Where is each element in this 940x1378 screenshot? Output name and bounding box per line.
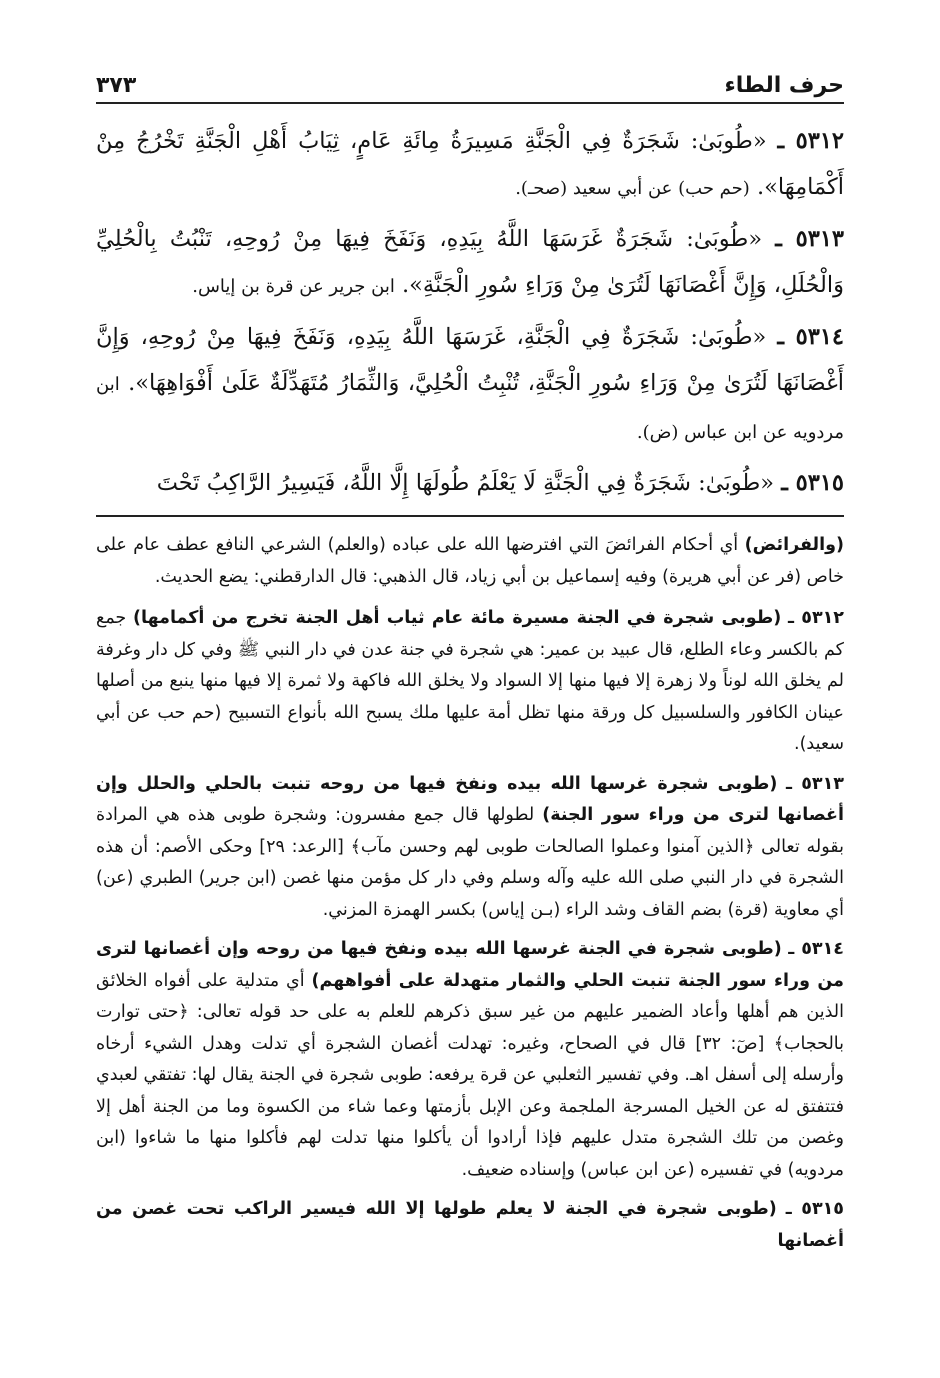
commentary-body: جمع كم بالكسر وعاء الطلع، قال عبيد بن عمير: هي شجرة في جنة عدن في دار النبي ﷺ وفي كل دار وغرفة لم يخلق الله لوناً ولا زهرة إلا فيها منها إلا السواد ولا يخلق الله فاكهة ولا ثمرة إلا فيها منها ينبع من أصلها عينان الكافور والسلسبيل كل ورقة منها تظل أمة عليها ملك يسبح الله بأنواع التسبيح (حم حب عن أبي سعيد). <box>96 608 844 754</box>
commentary <box>96 530 844 1265</box>
commentary-body: أي أحكام الفرائضَ التي افترضها الله على عباده (والعلم) الشرعي النافع عطف عام على خاص (فر عن أبي هريرة) وفيه إسماعيل بن أبي زياد، قال الذهبي: قال الدارقطني: يضع الحديث. <box>96 535 844 587</box>
hadith-number: ٥٣١٥ ـ <box>781 470 844 496</box>
commentary-lead: (طوبى شجرة في الجنة مسيرة مائة عام ثياب أهل الجنة تخرج من أكمامها) <box>133 608 782 628</box>
hadith-body: «طُوبَىٰ: شَجَرَةٌ غَرَسَهَا اللَّهُ بِيَدِهِ، وَنَفَخَ فِيهَا مِنْ رُوحِهِ، تَنْبُتُ بِالْحُلِيِّ وَالْحُلَلِ، وَإِنَّ أَغْصَانَهَا لَتُرَىٰ مِنْ وَرَاءِ سُورِ الْجَنَّةِ». <box>96 226 844 298</box>
commentary-lead: (طوبى شجرة في الجنة لا يعلم طولها إلا الله فيسير الراكب تحت غصن من أغصانها <box>96 1199 844 1251</box>
commentary-number: ٥٣١٤ ـ <box>788 939 844 959</box>
hadith-source: ابن جرير عن قرة بن إياس. <box>192 276 395 297</box>
hadith-5312 <box>96 118 844 212</box>
hadith-number: ٥٣١٢ ـ <box>777 128 844 154</box>
hadith-number: ٥٣١٣ ـ <box>775 226 844 252</box>
page-header <box>96 62 844 104</box>
commentary-number: ٥٣١٣ ـ <box>786 773 844 794</box>
page-number: ٣٧٣ <box>96 73 146 102</box>
hadith-5314 <box>96 314 844 456</box>
commentary-5312 <box>96 603 844 761</box>
footnote-divider <box>96 515 844 517</box>
hadith-source: (حم حب) عن أبي سعيد (صحـ). <box>515 178 750 199</box>
hadith-number: ٥٣١٤ ـ <box>777 324 844 350</box>
commentary-body: لطولها قال جمع مفسرون: وشجرة طوبى هذه هي المرادة بقوله تعالى ﴿الذين آمنوا وعملوا الصالحات طوبى لهم وحسن مآب﴾ [الرعد: ٢٩] وحكى الأصم: أن هذه الشجرة في دار النبي صلى الله عليه وآله وسلم وفي دار كل مؤمن منها غصن (ابن جرير) الطبري (عن) أي معاوية (قرة) بضم القاف وشد الراء (بـن إياس) بكسر الهمزة المزني. <box>96 805 845 920</box>
commentary-lead: (طوبى شجرة في الجنة غرسها الله بيده ونفخ فيها من روحه وإن أغصانها لترى من وراء سور الجنة تنبت الحلي والثمار متهدلة على أفواههم) <box>96 939 844 991</box>
hadith-5315 <box>96 460 844 506</box>
hadith-body: «طُوبَىٰ: شَجَرَةٌ فِي الْجَنَّةِ مَسِيرَةُ مِائَةِ عَامٍ، ثِيَابُ أَهْلِ الْجَنَّةِ تَخْرُجُ مِنْ أَكْمَامِهَا». <box>96 128 844 200</box>
commentary-number: ٥٣١٥ ـ <box>785 1199 844 1219</box>
hadith-body: «طُوبَىٰ: شَجَرَةٌ فِي الْجَنَّةِ لَا يَعْلَمُ طُولَهَا إِلَّا اللَّهُ، فَيَسِيرُ الرَّاكِبُ تَحْتَ <box>156 470 775 496</box>
commentary-5315 <box>96 1194 844 1257</box>
commentary-lead: (طوبى شجرة غرسها الله بيده ونفخ فيها من روحه تنبت بالحلي والحلل وإن أغصانها لترى من وراء سور الجنة) <box>96 773 844 825</box>
hadith-source: ابن مردويه عن ابن عباس (ض). <box>96 374 844 443</box>
hadith-text <box>96 118 844 510</box>
commentary-5314 <box>96 934 844 1186</box>
hadith-5313 <box>96 216 844 310</box>
commentary-lead: (والفرائض) <box>744 535 844 555</box>
hadith-body: «طُوبَىٰ: شَجَرَةٌ فِي الْجَنَّةِ، غَرَسَهَا اللَّهُ بِيَدِهِ، وَنَفَخَ فِيهَا مِنْ رُوحِهِ، وَإِنَّ أَغْصَانَهَا لَتُرَىٰ مِنْ وَرَاءِ سُورِ الْجَنَّةِ، تُنْبِتُ الْحُلِيَّ، وَالثِّمَارُ مُتَهَدِّلَةٌ عَلَىٰ أَفْوَاهِهَا». <box>96 324 845 396</box>
commentary-continued <box>96 530 844 593</box>
commentary-number: ٥٣١٢ ـ <box>788 608 844 628</box>
commentary-body: أي متدلية على أفواه الخلائق الذين هم أهلها وأعاد الضمير عليهم من غير سبق ذكرهم للعلم به على حد قوله تعالى: ﴿حتى توارت بالحجاب﴾ [صٓ: ٣٢] قال في الصحاح، وغيره: تهدلت أغصان الشجرة أي تدلت وهدل الشيء أرخاه وأرسله إلى أسفل اهـ. وفي تفسير الثعلبي عن قرة يرفعه: طوبى شجرة في الجنة يقال لها: تفتقي لعبدي فتتفتق له عن الخيل المسرجة الملجمة وعن الإبل بأزمتها وعما شاء من الكسوة وما من الجنة أهل إلا وغصن من تلك الشجرة متدل عليهم فإذا أرادوا أن يأكلوا منها تدلت لهم فأكلوا منها ما شاءوا (ابن مردويه) في تفسيره (عن ابن عباس) وإسناده ضعيف. <box>96 970 844 1180</box>
commentary-5313 <box>96 769 844 927</box>
chapter-title: حرف الطاء <box>715 73 845 102</box>
